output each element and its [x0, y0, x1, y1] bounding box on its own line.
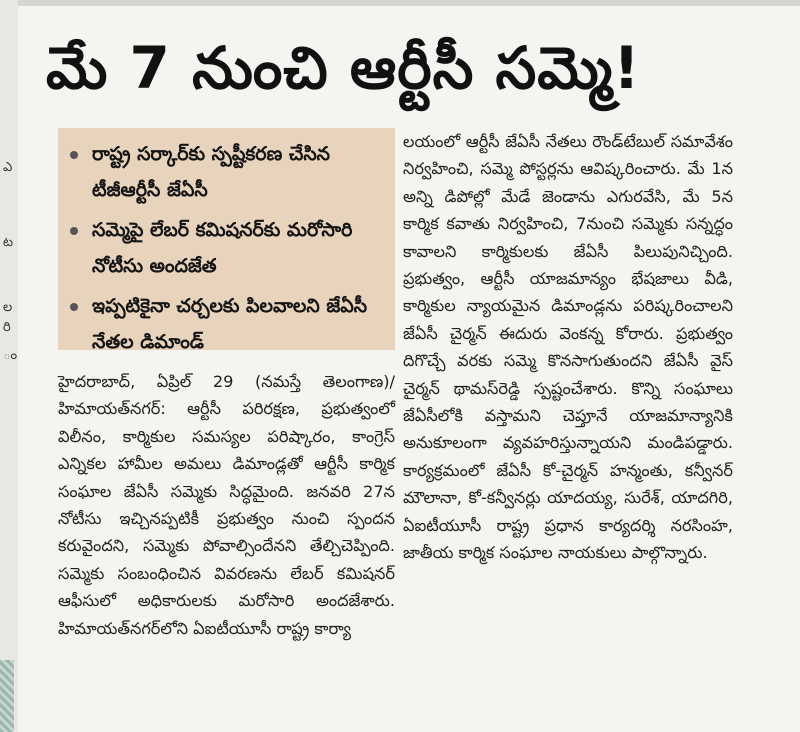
- body-column-left: [58, 368, 395, 642]
- highlight-text: ఇప్పటికైనా చర్చలకు పిలవాలని జేఏసీ నేతల డిమాండ్: [92, 295, 368, 353]
- highlight-item: [70, 212, 387, 284]
- margin-glyph: ట: [3, 235, 14, 250]
- highlight-text: సమ్మెపై లేబర్ కమిషనర్‌కు మరోసారి నోటీసు అందజేత: [92, 219, 353, 277]
- adjacent-column-strip: [0, 0, 18, 732]
- highlights-box: [58, 128, 395, 353]
- body-paragraph: హైదరాబాద్, ఏప్రిల్ 29 (నమస్తే తెలంగాణ)/హిమాయత్‌నగర్: ఆర్టీసీ పరిరక్షణ, ప్రభుత్వంలో విలీనం, కార్మికుల సమస్యల పరిష్కారం, కాంగ్రెస్ ఎన్నికల హామీల అమలు డిమాండ్లతో ఆర్టీసీ కార్మిక సంఘాల జేఏసీ సమ్మెకు సిద్ధమైంది. జనవరి 27న నోటీసు ఇచ్చినప్పటికీ ప్రభుత్వం నుంచి స్పందన కరువైందని, సమ్మెకు పోవాల్సిందేనని తేల్చిచెప్పింది. సమ్మెకు సంబంధించిన వివరణను లేబర్ కమిషనర్ ఆఫీసులో అధికారులకు మరోసారి అందజేశారు. హిమాయత్‌నగర్‌లోని ఏఐటీయూసీ రాష్ట్ర కార్యా: [58, 372, 395, 638]
- headline: మే 7 నుంచి ఆర్టీసీ సమ్మె!: [46, 34, 641, 102]
- top-rule: [0, 0, 800, 6]
- margin-glyph: ం: [3, 348, 18, 363]
- body-paragraph: లయంలో ఆర్టీసీ జేఏసీ నేతలు రౌండ్‌టేబుల్ సమావేశం నిర్వహించి, సమ్మె పోస్టర్లను ఆవిష్కరించారు. మే 1న అన్ని డిపోల్లో మేడే జెండాను ఎగురవేసి, మే 5న కార్మిక కవాతు నిర్వహించి, 7నుంచి సమ్మెకు సన్నద్ధం కావాలని కార్మికులకు జేఏసీ పిలుపునిచ్చింది. ప్రభుత్వం, ఆర్టీసీ యాజమాన్యం భేషజాలు వీడి, కార్మికుల న్యాయమైన డిమాండ్లను పరిష్కరించాలని జేఏసీ చైర్మన్ ఈదురు వెంకన్న కోరారు. ప్రభుత్వం దిగొచ్చే వరకు సమ్మె కొనసాగుతుందని జేఏసీ వైస్ చైర్మన్ థామస్‌రెడ్డి స్పష్టంచేశారు. కొన్ని సంఘాలు జేఏసీలోకి వస్తామని చెప్తూనే యాజమాన్యానికి అనుకూలంగా వ్యవహరిస్తున్నాయని మండిపడ్డారు. కార్యక్రమంలో జేఏసీ కో-చైర్మన్ హన్మంతు, కన్వీనర్ మౌలానా, కో-కన్వీనర్లు యాదయ్య, సురేశ్, యాదగిరి, ఏఐటీయూసీ రాష్ట్ర ప్రధాన కార్యదర్శి నరసింహ, జాతీయ కార్మిక సంఘాల నాయకులు పాల్గొన్నారు.: [403, 132, 733, 563]
- highlight-item: [70, 136, 387, 208]
- margin-glyph: ల: [3, 300, 13, 315]
- margin-glyph: ఎ: [3, 160, 13, 175]
- highlight-text: రాష్ట్ర సర్కార్‌కు స్పష్టీకరణ చేసిన టీజీఆర్టీసీ జేఏసీ: [92, 143, 331, 201]
- margin-glyph: రి: [3, 320, 11, 335]
- bullet-icon: [70, 303, 78, 311]
- adjacent-image-edge: [0, 660, 14, 732]
- bullet-icon: [70, 151, 78, 159]
- body-column-right: [403, 128, 733, 567]
- highlight-item: [70, 288, 387, 360]
- bullet-icon: [70, 227, 78, 235]
